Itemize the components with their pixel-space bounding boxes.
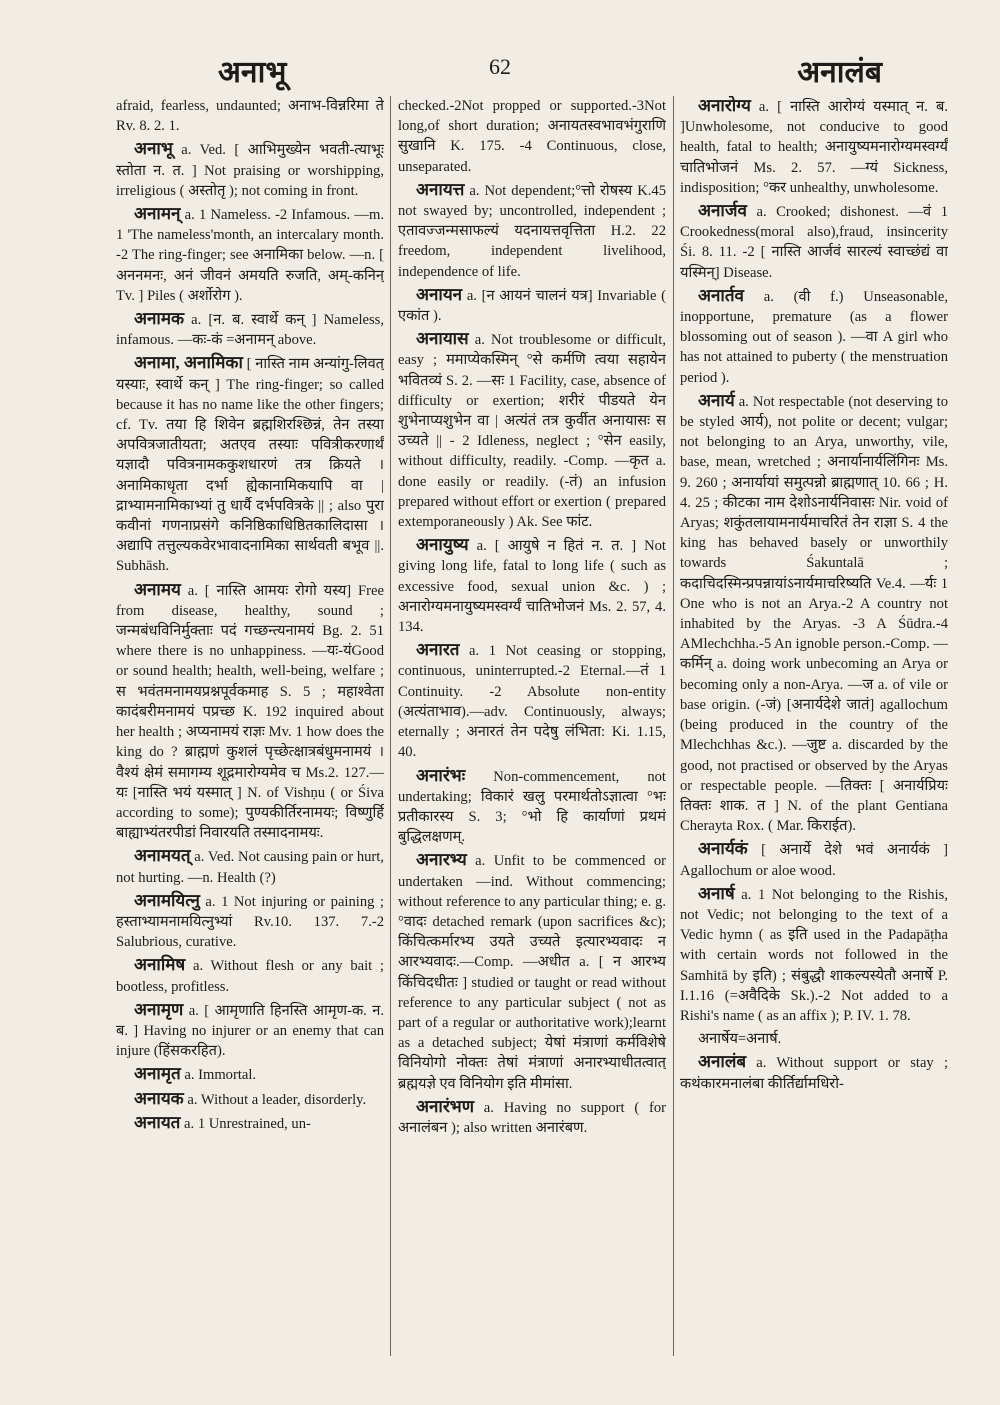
headword: अनायास bbox=[416, 329, 469, 349]
entry-text: a. 1 Unrestrained, un- bbox=[180, 1115, 311, 1132]
dictionary-entry bbox=[398, 640, 666, 762]
dictionary-entry bbox=[398, 285, 666, 326]
dictionary-entry bbox=[680, 1052, 948, 1093]
headword: अनामयत् bbox=[134, 846, 191, 866]
headword: अनामक bbox=[134, 309, 185, 329]
entry-text: a. [ आयुषे न हितं न. त. ] Not giving long life, fatal to long life ( such as excessive food, sexual union &c. ) ; अनारोग्यमनायुष्यमस्वर्ग्यं चातिभोजनं Ms. 2. 57, 4. 134. bbox=[398, 538, 666, 636]
entry-text: a. [न आयनं चालनं यत्र] Invariable ( एकांत ). bbox=[398, 287, 666, 325]
entry-text: a. Unfit to be commenced or undertaken —ind. Without commencing; without reference to any particular thing; e. g. °वादः detached remark (upon sacrifices &c); किंचित्कर्मारभ्य उयते उच्यते इत्यारभ्यवादः न आरभ्यवादः.—Comp. —अधीत a. [ न आरभ्य किंचिदधीतः ] studied or taught or read without reference to any particular subject ( not as part of a regular or authoritative work);learnt as a detached subject; येषां मंत्राणां कर्मविशेषे विनियोगो नोक्तः तेषां मंत्राणां अनारभ्याधीतत्वात् ब्रह्मयज्ञे एव विनियोग इति मीमांसा. bbox=[398, 853, 666, 1092]
entry-text: a. 1 Nameless. -2 Infamous. —m. 1 'The nameless'month, an intercalary month. -2 The ring-finger; see अनामिका below. —n. [ अननमनः, अनं जीवनं अमयति रुजति, अम्-कनिन् Tv. ] Piles ( अर्शोरोग ). bbox=[116, 207, 384, 304]
entry-text: a. Crooked; dishonest. —वं 1 Crookedness(moral also),fraud, insincerity Śi. 8. 11. -2 [ नास्ति आर्जवं सारल्यं स्वाच्छंद्यं वा यस्मिन्] Disease. bbox=[680, 204, 948, 281]
entry-text: a. Having no support ( for अनालंबन ); also written अनारंबण. bbox=[398, 1099, 666, 1136]
entry-text: a. 1 Not belonging to the Rishis, not Vedic; not belonging to the text of a Vedic hymn ( as इति used in the Padapāṭha with certain words not followed in the Samhitā by इति) ; संबुद्धौ शाकल्यस्येतौ अनार्षे P. I.1.16 (=अवैदिके Sk.).-2 Not added to a Rishi's name ( as an affix ); P. IV. 1. 78. bbox=[680, 886, 948, 1024]
dictionary-entry bbox=[680, 884, 948, 1026]
headword: अनार्जव bbox=[698, 201, 747, 221]
headword: अनार्य bbox=[698, 390, 735, 410]
dictionary-entry bbox=[398, 1097, 666, 1138]
entry-text: Non-commencement, not undertaking; विकारं खलु परमार्थतोऽज्ञात्वा °भः प्रतीकारस्य S. 3; °भो हि कार्याणां प्रथमं बुद्धिलक्षणम्. bbox=[398, 768, 666, 846]
dictionary-entry bbox=[680, 391, 948, 836]
entry-text: afraid, fearless, undaunted; अनाभ-विन्नरिमा ते Rv. 8. 2. 1. bbox=[116, 98, 384, 135]
entry-text: a. Immortal. bbox=[180, 1067, 257, 1084]
headword: अनायुष्य bbox=[416, 535, 469, 555]
entry-text: a. 1 Not injuring or paining ; हस्ताभ्यामनामयित्नुभ्यां Rv.10. 137. 7.-2 Salubrious, curative. bbox=[116, 893, 384, 951]
page-number: 62 bbox=[489, 54, 511, 79]
entry-text: a. Not respectable (not deserving to be styled आर्य), not polite or decent; vulgar; not belonging to an Arya, unworthy, vile, base, mean, wretched ; अनार्यानार्यलिंगिनः Ms. 9. 260 ; अनार्यायां समुत्पन्नो ब्राह्मणात् 10. 66 ; H. 4. 25 ; कीटका नाम देशोऽनार्यनिवासः Nir. void of Aryas; शकुंतलायामनार्यमाचरितं तेन राज्ञा S. 4 the king has behaved basely or unworthily towards Śakuntalā ; कदाचिदस्मिन्प्रपन्नायांऽनार्यमाचरिष्यति Ve.4. —र्यः 1 One who is not an Arya.-2 A country not inhabited by the Aryas. -3 A Śūdra.-4 AMlechchha.-5 An ignoble person.-Comp. —कर्मिन् a. doing work unbecoming an Arya or becoming only a non-Arya. —ज a. of vile or base origin. (-जं) [अनार्यदेशे जातं] agallochum (being produced in the country of the Mlechchhas &c.). —जुष्ट a. discarded by the good, not practised or observed by the Aryas or respectable people. —तिक्तः [ अनार्यप्रियः तिक्तः शाक. त ] N. of the plant Gentiana Cherayta Rox. ( Mar. किराईत). bbox=[680, 393, 948, 835]
dictionary-entry bbox=[116, 891, 384, 953]
entry-text: a. Not dependent;°त्तो रोषस्य K.45 not swayed by; uncontrolled, independent ; एतावज्जन्मसाफल्यं यदनायत्तवृत्तिता H.2. 22 freedom, independent livelihood, independence of life. bbox=[398, 182, 666, 280]
entry-text: checked.-2Not propped or supported.-3Not long,of short duration; अनायतस्वभावभंगुराणि सुखानि K. 175. -4 Continuous, close, unseparated. bbox=[398, 98, 666, 175]
dictionary-entry bbox=[398, 329, 666, 532]
entry-text: [ नास्ति नाम अन्यांगु-लिवत् यस्याः, स्वार्थे कन् ] The ring-finger; so called because it has no name like the other fingers; cf. Tv. तया हि शिवेन ब्रह्मशिरश्छिन्नं, तेन तस्या अपवित्रजातीयता; अतएव तस्याः पवित्रीकरणार्थं यज्ञादौ पवित्रनामककुशधारणं तत्र क्रियते । अनामिकाधृता दर्भा ह्येकानामिकयापि वा | द्राभ्यामनामिकाभ्यां तु धार्यै दर्भपवित्रके || ; also पुरा कवीनां गणनाप्रसंगे कनिष्ठिकाधिष्ठितकालिदासा । अद्यापि तत्तुल्यकवेरभावादनामिका सार्थवती बभूव ||. Subhāsh. bbox=[116, 356, 384, 575]
dictionary-entry bbox=[680, 286, 948, 388]
headword: अनामयित्नु bbox=[134, 890, 200, 910]
entry-text: a. [ आमृणाति हिनस्ति आमृण-क. न. ब. ] Having no injurer or an enemy that can injure (हिंसकरहित). bbox=[116, 1002, 384, 1060]
headword: अनारंभः bbox=[416, 765, 466, 785]
headword: अनारंभण bbox=[416, 1096, 475, 1116]
dictionary-entry bbox=[680, 839, 948, 880]
entry-text: a. [न. ब. स्वार्थे कन् ] Nameless, infamous. —कः-कं =अनामन् above. bbox=[116, 312, 384, 349]
dictionary-entry bbox=[398, 850, 666, 1093]
headword: अनायत्त bbox=[416, 179, 465, 199]
dictionary-entry bbox=[116, 96, 384, 136]
headword: अनायन bbox=[416, 284, 463, 304]
dictionary-entry bbox=[680, 96, 948, 198]
dictionary-entry bbox=[116, 1089, 384, 1110]
headword: अनार्ष bbox=[698, 883, 735, 903]
entry-text: a. Without support or stay ; कथंकारमनालंबा कीर्तिर्द्यामधिरो- bbox=[680, 1055, 948, 1092]
entry-text: [ अनार्ये देशे भवं अनार्यकं ] Agallochum or aloe wood. bbox=[680, 842, 948, 879]
dictionary-entry bbox=[116, 955, 384, 996]
dictionary-entry bbox=[680, 201, 948, 283]
column-1 bbox=[116, 96, 384, 1386]
headword: अनारोग्य bbox=[698, 96, 751, 115]
column-2 bbox=[398, 96, 666, 1386]
dictionary-entry bbox=[398, 180, 666, 282]
dictionary-entry bbox=[116, 139, 384, 201]
headword: अनायत bbox=[134, 1112, 181, 1132]
running-header bbox=[0, 50, 1000, 90]
left-guide-word: अनाभू bbox=[218, 56, 287, 89]
right-guide-word: अनालंब bbox=[797, 56, 882, 89]
dictionary-entry bbox=[116, 1064, 384, 1085]
headword: अनामा, अनामिका bbox=[134, 353, 243, 373]
column-rule-left bbox=[390, 96, 391, 1356]
entry-text: a. [ नास्ति आमयः रोगो यस्य] Free from disease, healthy, sound ; जन्मबंधविनिर्मुक्ताः पदं गच्छन्त्यनामयं Bg. 2. 51 where there is no unhappiness. —यः-यंGood or sound health; health, well-being, welfare ; स भवंतमनामयप्रश्नपूर्वकमाह S. 5 ; महाश्वेता कादंबरीमनामयं पप्रच्छ K. 192 inquired about her health ; अप्यनामयं राज्ञः Mv. 1 how does the king do ? ब्राह्मणं कुशलं पृच्छेत्क्षात्रबंधुमनामयं । वैश्यं क्षेमं समागम्य शूद्रमारोग्यमेव च Ms.2. 127.—यः [नास्ति भयं यस्मात् ] N. of Vishṇu ( or Śiva according to some); पुण्यकीर्तिरनामयः; विष्णुर्हि बाह्याभ्यंतरपीडां निवारयति तस्मादनामयः. bbox=[116, 582, 384, 842]
headword: अनामिष bbox=[134, 955, 186, 975]
column-3 bbox=[680, 96, 948, 1386]
entry-text: a. Without a leader, disorderly. bbox=[183, 1091, 367, 1108]
dictionary-entry bbox=[116, 846, 384, 887]
dictionary-entry bbox=[398, 96, 666, 177]
dictionary-entry bbox=[116, 1113, 384, 1134]
dictionary-entry bbox=[398, 766, 666, 848]
headword: अनार्यकं bbox=[698, 839, 748, 859]
column-rule-right bbox=[673, 96, 674, 1356]
headword: अनामन् bbox=[134, 204, 181, 224]
dictionary-entry bbox=[116, 1000, 384, 1062]
headword: अनालंब bbox=[698, 1052, 747, 1072]
dictionary-entry bbox=[680, 1029, 948, 1049]
headword: अनामृण bbox=[134, 999, 184, 1019]
entry-text: a. Ved. Not causing pain or hurt, not hurting. —n. Health (?) bbox=[116, 849, 384, 886]
headword: अनामृत bbox=[134, 1064, 181, 1084]
headword: अनार्तव bbox=[698, 285, 744, 305]
dictionary-entry bbox=[116, 353, 384, 576]
headword: अनामय bbox=[134, 579, 181, 599]
entry-text: a. Without flesh or any bait ; bootless, profitless. bbox=[116, 958, 384, 995]
entry-text: a. (वी f.) Unseasonable, inopportune, premature (as a flower blossoming out of season ). —वा A girl who has not attained to puberty ( the menstruation period ). bbox=[680, 288, 948, 386]
headword: अनारत bbox=[416, 640, 460, 660]
dictionary-entry bbox=[116, 580, 384, 844]
entry-text: a. Ved. [ आभिमुख्येन भवती-त्याभूः स्तोता न. त. ] Not praising or worshipping, irreligious ( अस्तोतृ ); not coming in front. bbox=[116, 142, 384, 199]
entry-text: a. 1 Not ceasing or stopping, continuous, uninterrupted.-2 Eternal.—तं 1 Continuity. -2 Absolute non-entity (अत्यंताभाव).—adv. Continuously, always; eternally ; अनारतं तेन पदेषु लंभिता: Ki. 1.15, 40. bbox=[398, 643, 666, 761]
dictionary-entry bbox=[116, 204, 384, 306]
entry-text: a. Not troublesome or difficult, easy ; ममाप्येकस्मिन् °से कर्मणि त्वया सहायेन भवितव्यं S. 2. —सः 1 Facility, case, absence of difficulty or exertion; शरीरं पीडयते येन शुभेनाप्यशुभेन वा | अत्यंतं तत्र कुर्वीत अनायासः स उच्यते || - 2 Idleness, neglect ; °सेन easily, without difficulty, readily. -Comp. —कृत a. done easily or readily. (-तं) an infusion prepared without effort or exertion ( prepared extemporaneously ) Ak. See फांट. bbox=[398, 332, 666, 531]
entry-text: a. [ नास्ति आरोग्यं यस्मात् न. ब. ]Unwholesome, not conducive to good health, fatal to health; अनायुष्यमनारोग्यमस्वर्ग्यं चातिभोजनं Ms. 2. 57. —ग्यं Sickness, indisposition; °कर unhealthy, unwholesome. bbox=[680, 99, 948, 196]
headword: अनायक bbox=[134, 1088, 184, 1108]
headword: अनाभू bbox=[134, 139, 173, 159]
dictionary-entry bbox=[398, 535, 666, 637]
dictionary-entry bbox=[116, 309, 384, 350]
headword: अनारभ्य bbox=[416, 850, 467, 870]
entry-text: अनार्षेय=अनार्ष. bbox=[698, 1031, 782, 1048]
